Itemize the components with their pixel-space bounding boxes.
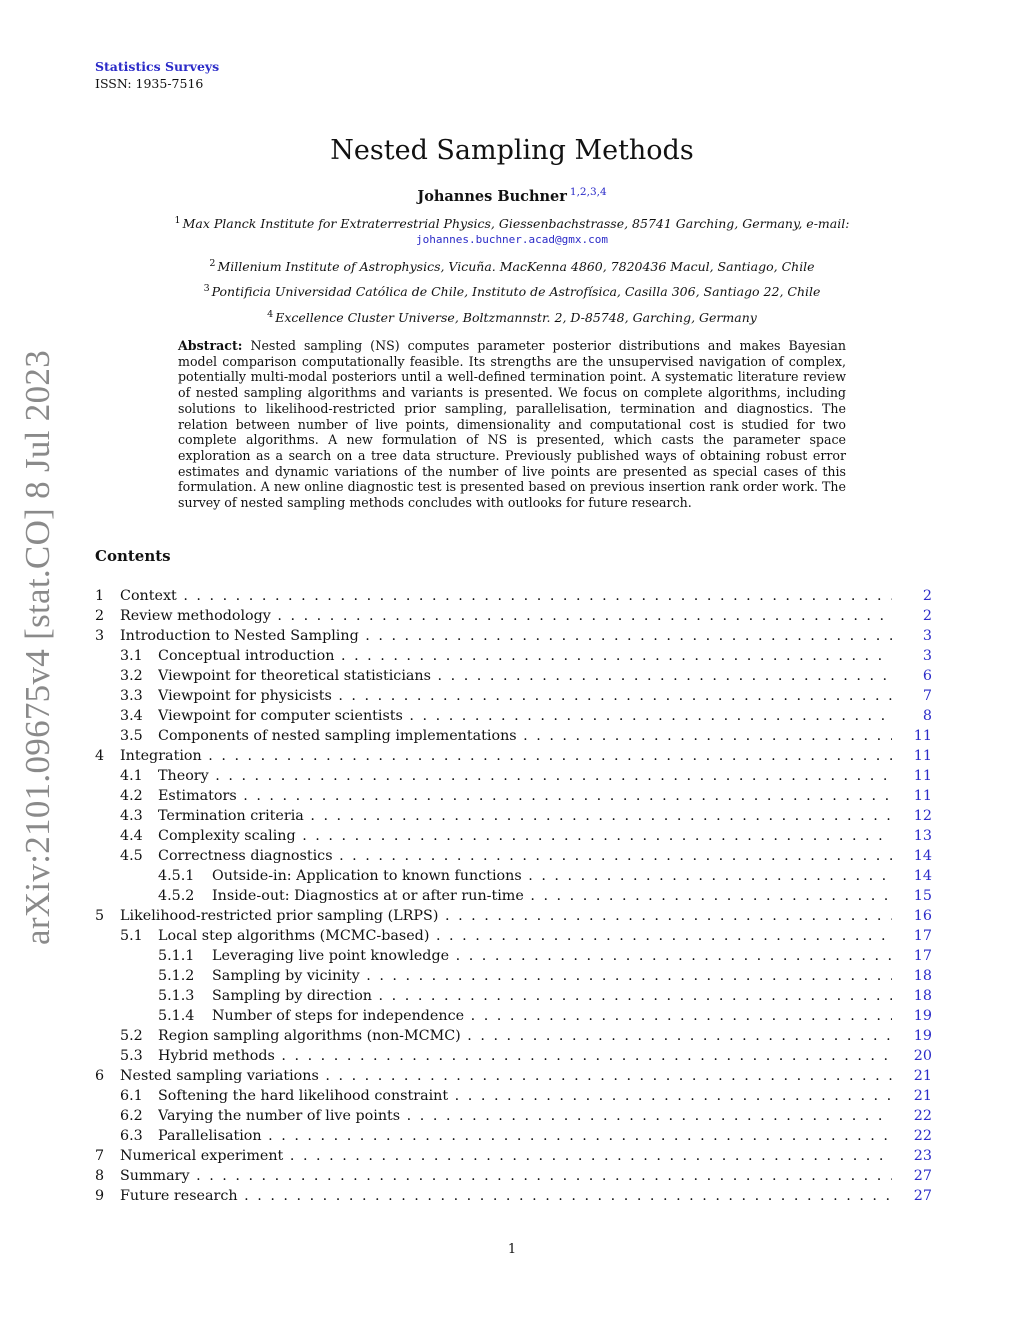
toc-entry[interactable] xyxy=(95,1126,932,1146)
contents-heading: Contents xyxy=(95,547,171,565)
toc-entry[interactable] xyxy=(95,786,932,806)
toc-entry-number: 3.2 xyxy=(120,668,143,684)
toc-entry-label[interactable]: Region sampling algorithms (non-MCMC) . . . xyxy=(158,1026,892,1046)
toc-entry[interactable] xyxy=(95,626,932,646)
toc-entry-label[interactable]: Outside-in: Application to known functions . . . xyxy=(212,866,892,886)
toc-entry-page-link[interactable]: 11 xyxy=(913,788,932,804)
toc-entry-page-link[interactable]: 22 xyxy=(913,1128,932,1144)
toc-entry-page-link[interactable]: 21 xyxy=(913,1088,932,1104)
toc-entry[interactable] xyxy=(95,1166,932,1186)
toc-entry-number: 7 xyxy=(95,1148,105,1164)
toc-entry[interactable] xyxy=(95,766,932,786)
toc-entry-number: 5.1.2 xyxy=(158,968,195,984)
toc-entry-label[interactable]: Inside-out: Diagnostics at or after run-time . . . xyxy=(212,886,892,906)
toc-entry-number: 4.3 xyxy=(120,808,143,824)
toc-entry[interactable] xyxy=(95,906,932,926)
abstract-label: Abstract: xyxy=(178,338,243,353)
toc-entry[interactable] xyxy=(95,1066,932,1086)
toc-entry-page-link[interactable]: 2 xyxy=(922,588,932,604)
toc-entry[interactable] xyxy=(95,846,932,866)
toc-entry[interactable] xyxy=(95,946,932,966)
toc-entry-page-link[interactable]: 17 xyxy=(913,928,932,944)
toc-entry-number: 6.1 xyxy=(120,1088,143,1104)
toc-entry-number: 3.5 xyxy=(120,728,143,744)
toc-entry-page-link[interactable]: 17 xyxy=(913,948,932,964)
toc-entry[interactable] xyxy=(95,886,932,906)
toc-entry-page-link[interactable]: 14 xyxy=(913,848,932,864)
affiliation-text: Max Planck Institute for Extraterrestrial Physics, Giessenbachstrasse, 85741 Garching, Germany, e-mail: xyxy=(182,216,850,232)
toc-entry-page-link[interactable]: 11 xyxy=(913,728,932,744)
affiliation-mark: 2 xyxy=(209,258,216,269)
author-name: Johannes Buchner xyxy=(417,187,567,205)
toc-entry-label[interactable]: Viewpoint for theoretical statisticians . . . xyxy=(158,666,892,686)
toc-entry[interactable] xyxy=(95,706,932,726)
paper-title: Nested Sampling Methods xyxy=(330,135,694,166)
toc-entry-number: 5.1.1 xyxy=(158,948,195,964)
toc-entry-page-link[interactable]: 3 xyxy=(922,628,932,644)
affiliation-1 xyxy=(0,215,1024,231)
toc-entry-number: 8 xyxy=(95,1168,105,1184)
toc-entry-page-link[interactable]: 16 xyxy=(913,908,932,924)
toc-entry-page-link[interactable]: 2 xyxy=(922,608,932,624)
toc-entry[interactable] xyxy=(95,726,932,746)
toc-entry[interactable] xyxy=(95,986,932,1006)
toc-entry[interactable] xyxy=(95,1046,932,1066)
affiliation-text: Millenium Institute of Astrophysics, Vicuña. MacKenna 4860, 7820436 Macul, Santiago, Chile xyxy=(217,259,815,275)
toc-entry-page-link[interactable]: 11 xyxy=(913,748,932,764)
toc-entry-number: 9 xyxy=(95,1188,105,1204)
toc-entry-page-link[interactable]: 19 xyxy=(913,1028,932,1044)
toc-entry[interactable] xyxy=(95,1026,932,1046)
toc-entry-label[interactable]: Softening the hard likelihood constraint . . . xyxy=(158,1086,892,1106)
toc-entry-label[interactable]: Estimators . . . xyxy=(158,786,892,806)
toc-entry-label[interactable]: Integration . . . xyxy=(120,746,892,766)
toc-entry-label[interactable]: Nested sampling variations . . . xyxy=(120,1066,892,1086)
toc-entry[interactable] xyxy=(95,1146,932,1166)
affiliation-4 xyxy=(0,309,1024,325)
affiliation-mark: 1 xyxy=(174,215,181,226)
toc-entry-page-link[interactable]: 11 xyxy=(913,768,932,784)
toc-entry-page-link[interactable]: 21 xyxy=(913,1068,932,1084)
toc-entry-page-link[interactable]: 14 xyxy=(913,868,932,884)
toc-entry[interactable] xyxy=(95,746,932,766)
toc-entry[interactable] xyxy=(95,1086,932,1106)
toc-entry-label[interactable]: Summary . . . xyxy=(120,1166,892,1186)
toc-entry-page-link[interactable]: 18 xyxy=(913,968,932,984)
toc-entry-number: 1 xyxy=(95,588,105,604)
toc-entry[interactable] xyxy=(95,966,932,986)
toc-entry-page-link[interactable]: 19 xyxy=(913,1008,932,1024)
toc-entry-page-link[interactable]: 12 xyxy=(913,808,932,824)
toc-entry-number: 5.3 xyxy=(120,1048,143,1064)
toc-entry-number: 4.5.1 xyxy=(158,868,195,884)
toc-entry[interactable] xyxy=(95,666,932,686)
toc-entry-label[interactable]: Viewpoint for computer scientists . . . xyxy=(158,706,892,726)
toc-entry-number: 2 xyxy=(95,608,105,624)
toc-entry-label[interactable]: Conceptual introduction . . . xyxy=(158,646,892,666)
toc-entry-page-link[interactable]: 20 xyxy=(913,1048,932,1064)
toc-entry-number: 6.3 xyxy=(120,1128,143,1144)
toc-entry-label[interactable]: Viewpoint for physicists . . . xyxy=(158,686,892,706)
toc-entry-page-link[interactable]: 23 xyxy=(913,1148,932,1164)
affiliation-3 xyxy=(0,283,1024,299)
toc-entry-page-link[interactable]: 27 xyxy=(913,1188,932,1204)
toc-entry-label[interactable]: Future research . . . xyxy=(120,1186,892,1206)
toc-entry-number: 4.2 xyxy=(120,788,143,804)
toc-entry-label[interactable]: Parallelisation . . . xyxy=(158,1126,892,1146)
toc-entry-page-link[interactable]: 3 xyxy=(922,648,932,664)
toc-entry-label[interactable]: Local step algorithms (MCMC-based) . . . xyxy=(158,926,892,946)
journal-name[interactable]: Statistics Surveys xyxy=(95,59,220,74)
toc-entry-page-link[interactable]: 7 xyxy=(922,688,932,704)
affiliation-2 xyxy=(0,258,1024,274)
abstract-text: Nested sampling (NS) computes parameter posterior distributions and makes Bayesian model comparison computationally feasible. Its strengths are the unsupervised navigation of complex, potentially multi-modal posteriors until a well-defined termination point. A systematic literature review of nested sampling algorithms and variants is presented. We focus on complete algorithms, including solutions to likelihood-restricted prior sampling, parallelisation, termination and diagnostics. The relation between number of live points, dimensionality and computational cost is studied for two complete algorithms. A new formulation of NS is presented, which casts the parameter space exploration as a search on a tree data structure. Previously published ways of obtaining robust error estimates and dynamic variations of the number of live points are presented as special cases of this formulation. A new online diagnostic test is presented based on previous insertion rank order work. The survey of nested sampling methods concludes with outlooks for future research. xyxy=(178,338,846,511)
toc-entry-label[interactable]: Review methodology . . . xyxy=(120,606,892,626)
abstract xyxy=(178,338,846,511)
toc-entry[interactable] xyxy=(95,1186,932,1206)
toc-entry-page-link[interactable]: 15 xyxy=(913,888,932,904)
toc-entry-number: 3 xyxy=(95,628,105,644)
toc-entry[interactable] xyxy=(95,826,932,846)
toc-entry-number: 4.5.2 xyxy=(158,888,195,904)
toc-entry-label[interactable]: Correctness diagnostics . . . xyxy=(158,846,892,866)
toc-entry-number: 3.3 xyxy=(120,688,143,704)
toc-entry[interactable] xyxy=(95,646,932,666)
toc-entry-number: 5.1.3 xyxy=(158,988,195,1004)
toc-entry-label[interactable]: Context . . . xyxy=(120,586,892,606)
arxiv-side-banner: arXiv:2101.09675v4 [stat.CO] 8 Jul 2023 xyxy=(18,350,57,945)
toc-entry-number: 5.1.4 xyxy=(158,1008,195,1024)
toc-entry-label[interactable]: Leveraging live point knowledge . . . xyxy=(212,946,892,966)
toc-entry-number: 6 xyxy=(95,1068,105,1084)
toc-entry-number: 4.4 xyxy=(120,828,143,844)
toc-entry-label[interactable]: Introduction to Nested Sampling . . . xyxy=(120,626,892,646)
toc-entry-label[interactable]: Complexity scaling . . . xyxy=(158,826,892,846)
toc-entry-label[interactable]: Components of nested sampling implementations . . . xyxy=(158,726,892,746)
page-number: 1 xyxy=(507,1242,517,1257)
toc-entry-number: 3.1 xyxy=(120,648,143,664)
author-affiliation-marks[interactable]: 1,2,3,4 xyxy=(569,186,607,198)
toc-entry-label[interactable]: Sampling by vicinity . . . xyxy=(212,966,892,986)
toc-entry-page-link[interactable]: 8 xyxy=(922,708,932,724)
toc-entry[interactable] xyxy=(95,866,932,886)
toc-entry-label[interactable]: Numerical experiment . . . xyxy=(120,1146,892,1166)
toc-entry[interactable] xyxy=(95,606,932,626)
toc-entry-page-link[interactable]: 13 xyxy=(913,828,932,844)
author-line xyxy=(0,186,1024,205)
author-email[interactable]: johannes.buchner.acad@gmx.com xyxy=(415,233,609,246)
table-of-contents xyxy=(95,586,932,1206)
toc-entry-label[interactable]: Termination criteria . . . xyxy=(158,806,892,826)
toc-entry-page-link[interactable]: 18 xyxy=(913,988,932,1004)
toc-entry[interactable] xyxy=(95,686,932,706)
toc-entry[interactable] xyxy=(95,1106,932,1126)
toc-entry[interactable] xyxy=(95,926,932,946)
toc-entry-number: 5 xyxy=(95,908,105,924)
toc-entry-page-link[interactable]: 6 xyxy=(922,668,932,684)
toc-entry-number: 5.2 xyxy=(120,1028,143,1044)
affiliation-mark: 3 xyxy=(203,283,210,294)
toc-entry-label[interactable]: Varying the number of live points . . . xyxy=(158,1106,892,1126)
toc-entry-number: 3.4 xyxy=(120,708,143,724)
toc-entry-number: 5.1 xyxy=(120,928,143,944)
affiliation-text: Pontificia Universidad Católica de Chile, Instituto de Astrofísica, Casilla 306, Santiago 22, Chile xyxy=(211,284,821,300)
toc-entry[interactable] xyxy=(95,806,932,826)
affiliation-text: Excellence Cluster Universe, Boltzmannstr. 2, D-85748, Garching, Germany xyxy=(275,310,757,326)
toc-entry-label[interactable]: Sampling by direction . . . xyxy=(212,986,892,1006)
toc-entry-page-link[interactable]: 22 xyxy=(913,1108,932,1124)
toc-entry[interactable] xyxy=(95,1006,932,1026)
toc-entry-label[interactable]: Theory . . . xyxy=(158,766,892,786)
toc-entry-page-link[interactable]: 27 xyxy=(913,1168,932,1184)
toc-entry-number: 4.1 xyxy=(120,768,143,784)
affiliation-mark: 4 xyxy=(267,309,274,320)
toc-entry-label[interactable]: Likelihood-restricted prior sampling (LRPS) . . . xyxy=(120,906,892,926)
toc-entry-number: 6.2 xyxy=(120,1108,143,1124)
toc-entry-number: 4 xyxy=(95,748,105,764)
issn: ISSN: 1935-7516 xyxy=(95,76,204,91)
toc-entry-label[interactable]: Number of steps for independence . . . xyxy=(212,1006,892,1026)
toc-entry-label[interactable]: Hybrid methods . . . xyxy=(158,1046,892,1066)
toc-entry[interactable] xyxy=(95,586,932,606)
toc-entry-number: 4.5 xyxy=(120,848,143,864)
